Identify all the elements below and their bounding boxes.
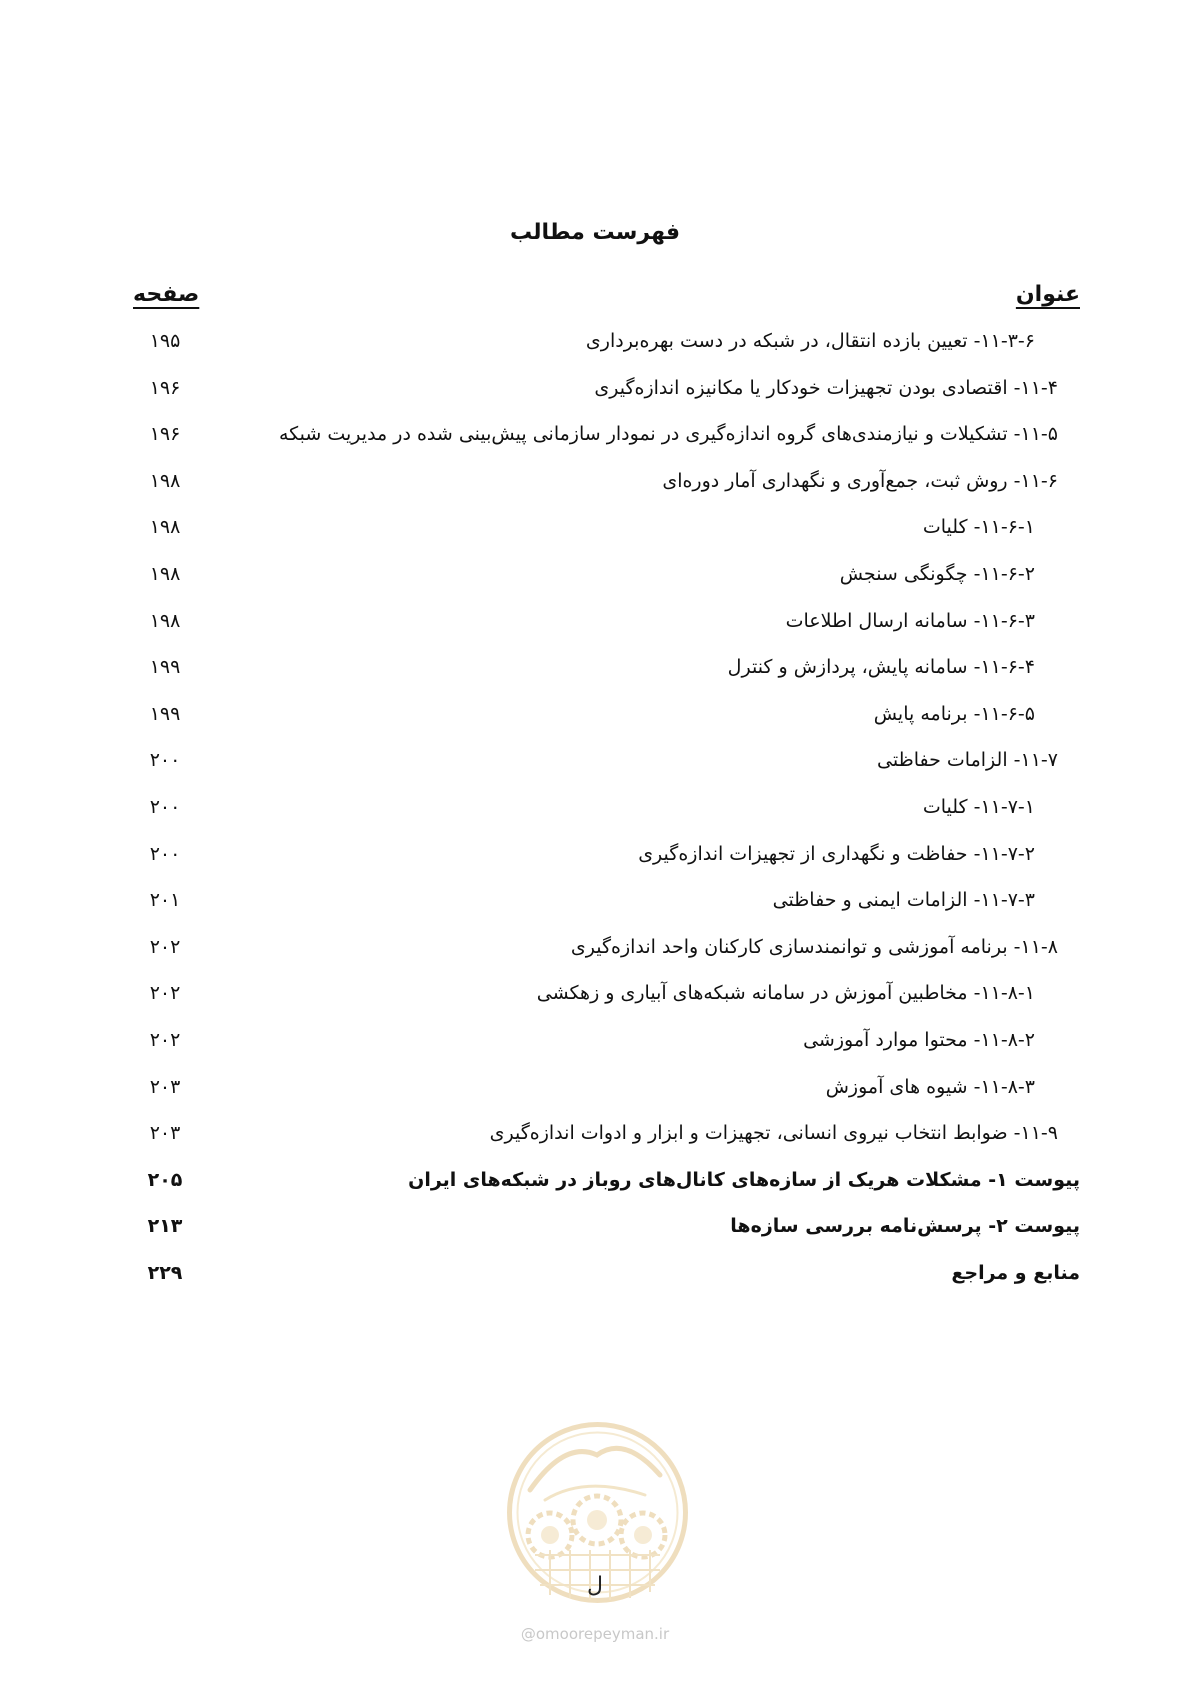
column-heading-title: عنوان <box>1015 282 1080 307</box>
toc-entry-page: ۲۰۲ <box>149 935 181 958</box>
toc-entry-page: ۲۱۳ <box>147 1215 183 1238</box>
toc-entry-title: ۱۱-۹- ضوابط انتخاب نیروی انسانی، تجهیزات و ابزار و ادوات اندازه‌گیری <box>489 1122 1058 1145</box>
toc-entry-title: پیوست ۱- مشکلات هریک از سازه‌های کانال‌های روباز در شبکه‌های ایران <box>408 1168 1080 1191</box>
toc-entry-title: پیوست ۲- پرسش‌نامه بررسی سازه‌ها <box>730 1215 1080 1238</box>
toc-entry-page: ۲۰۰ <box>149 749 181 772</box>
toc-entry-title: ۱۱-۵- تشکیلات و نیازمندی‌های گروه اندازه‌گیری در نمودار سازمانی پیش‌بینی شده در مدیریت شبکه <box>278 423 1058 446</box>
toc-entry-page: ۲۰۳ <box>149 1075 181 1098</box>
toc-entry-page: ۱۹۶ <box>149 423 181 446</box>
toc-row <box>0 701 1190 748</box>
toc-row <box>0 980 1190 1027</box>
toc-row <box>0 514 1190 561</box>
toc-row <box>0 1027 1190 1074</box>
column-heading-page: صفحه <box>133 282 200 307</box>
toc-entry-title: ۱۱-۷-۳- الزامات ایمنی و حفاظتی <box>772 889 1035 912</box>
toc-entry-page: ۱۹۵ <box>149 330 181 352</box>
toc-entry-page: ۱۹۸ <box>149 609 181 632</box>
toc-entry-page: ۱۹۶ <box>149 376 181 399</box>
toc-entry-title: ۱۱-۷-۱- کلیات <box>922 795 1035 818</box>
toc-entry-title: ۱۱-۳-۶- تعیین بازده انتقال، در شبکه در دست بهره‌برداری <box>585 330 1035 352</box>
toc-entry-title: ۱۱-۴- اقتصادی بودن تجهیزات خودکار یا مکانیزه اندازه‌گیری <box>594 376 1058 399</box>
page-title: فهرست مطالب <box>509 220 681 245</box>
toc-entry-title: ۱۱-۷-۲- حفاظت و نگهداری از تجهیزات اندازه‌گیری <box>638 842 1035 865</box>
toc-row <box>0 841 1190 888</box>
toc-entry-page: ۱۹۸ <box>149 469 181 492</box>
toc-row <box>0 421 1190 468</box>
toc-entry-page: ۱۹۹ <box>149 656 181 679</box>
toc-row <box>0 1213 1190 1260</box>
toc-entry-title: ۱۱-۸-۲- محتوا موارد آموزشی <box>803 1028 1035 1051</box>
toc-row <box>0 1074 1190 1121</box>
toc-row <box>0 1260 1190 1307</box>
toc-entry-page: ۲۰۵ <box>147 1168 183 1191</box>
toc-entry-page: ۲۰۲ <box>149 1028 181 1051</box>
toc-entry-title: ۱۱-۶- روش ثبت، جمع‌آوری و نگهداری آمار دوره‌ای <box>662 469 1058 492</box>
page-letter: ل <box>587 1573 603 1598</box>
toc-entry-title: ۱۱-۶-۲- چگونگی سنجش <box>839 562 1035 585</box>
toc-entry-page: ۲۰۳ <box>149 1122 181 1145</box>
toc-entry-title: ۱۱-۸-۱- مخاطبین آموزش در سامانه شبکه‌های آبیاری و زهکشی <box>536 982 1035 1005</box>
toc-entry-title: ۱۱-۶-۳- سامانه ارسال اطلاعات <box>785 609 1035 632</box>
toc-row <box>0 887 1190 934</box>
toc-entry-title: ۱۱-۶-۴- سامانه پایش، پردازش و کنترل <box>727 656 1035 679</box>
toc-row <box>0 468 1190 515</box>
toc-entry-title: ۱۱-۷- الزامات حفاظتی <box>877 749 1058 772</box>
toc-entry-title: ۱۱-۸- برنامه آموزشی و توانمندسازی کارکنان واحد اندازه‌گیری <box>570 935 1058 958</box>
toc-entry-page: ۱۹۸ <box>149 516 181 539</box>
toc-row <box>0 1120 1190 1167</box>
toc-row <box>0 328 1190 375</box>
toc-entry-title: ۱۱-۶-۱- کلیات <box>922 516 1035 539</box>
toc-entry-title: منابع و مراجع <box>951 1261 1080 1284</box>
watermark-site-text: @omoorepeyman.ir <box>520 1625 670 1643</box>
toc-entry-title: ۱۱-۶-۵- برنامه پایش <box>873 702 1035 725</box>
toc-row <box>0 747 1190 794</box>
toc-entry-page: ۲۲۹ <box>147 1261 183 1284</box>
toc-row <box>0 654 1190 701</box>
toc-entry-page: ۱۹۹ <box>149 702 181 725</box>
toc-entry-page: ۲۰۱ <box>149 889 181 912</box>
toc-entry-page: ۲۰۲ <box>149 982 181 1005</box>
toc-row <box>0 1167 1190 1214</box>
toc-entry-title: ۱۱-۸-۳- شیوه های آموزش <box>825 1075 1035 1098</box>
toc-row <box>0 375 1190 422</box>
toc-entry-page: ۲۰۰ <box>149 842 181 865</box>
table-of-contents <box>0 328 1190 1306</box>
toc-row <box>0 794 1190 841</box>
toc-row <box>0 608 1190 655</box>
toc-row <box>0 561 1190 608</box>
toc-row <box>0 934 1190 981</box>
toc-entry-page: ۱۹۸ <box>149 562 181 585</box>
toc-entry-page: ۲۰۰ <box>149 795 181 818</box>
